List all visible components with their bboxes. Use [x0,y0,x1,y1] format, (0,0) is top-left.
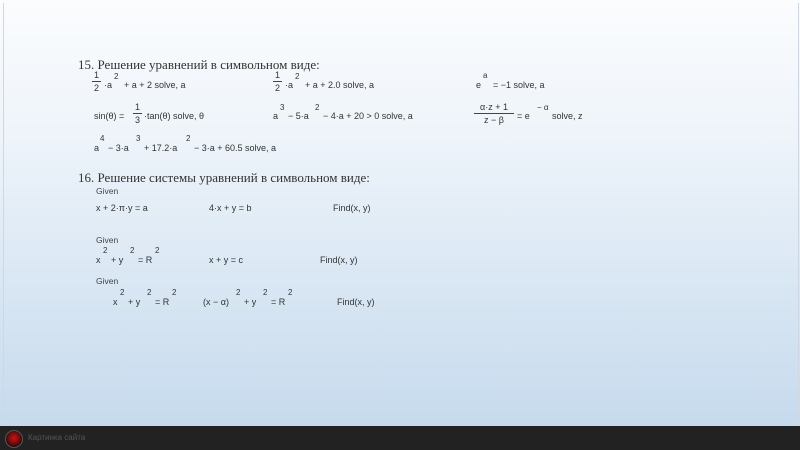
footer-bar [0,426,800,450]
b2-x: x [96,255,101,265]
eq5-a: a [273,111,279,121]
b2-eq-r: = R [138,255,153,265]
eq7-exp2: 3 [136,134,141,143]
eq6-mid: = e [517,111,530,121]
b3-exp-2c: 2 [288,288,293,297]
b3-plus-y: + y [128,297,141,307]
eq7-tail: − 3·a + 60.5 solve, a [194,143,277,153]
b3-eq-r-2: = R [271,297,286,307]
given-label-2: Given [96,235,119,245]
b2-plus-y: + y [111,255,124,265]
b2-exp-x: 2 [103,246,108,255]
b3-eq-r: = R [155,297,170,307]
eq5-mid: − 5·a [288,111,309,121]
eq5-exp2: 2 [315,103,320,112]
eq7-exp3: 2 [186,134,191,143]
b3-plus-y-2: + y [244,297,257,307]
eq1-tail: + a + 2 solve, a [124,80,186,90]
eq6-tail: solve, z [552,111,583,121]
eq1-exponent: 2 [114,72,119,81]
eq2-fraction: 1 2 [274,70,280,93]
eq5-exp1: 3 [280,103,285,112]
site-logo-icon [5,430,23,448]
b1-find: Find(x, y) [333,203,371,213]
eq4-lhs: sin(θ) = [94,111,125,121]
b1-equation-1: x + 2·π·y = a [96,203,148,213]
eq2-exponent: 2 [295,72,300,81]
b3-exp-2a: 2 [236,288,241,297]
b2-equation-2: x + y = c [209,255,244,265]
eq2-body: ·a [285,80,294,90]
eq4-tail: ·tan(θ) solve, θ [144,111,205,121]
eq7-part2: + 17.2·a [144,143,178,153]
eq3-base: e [476,80,482,90]
b3-find: Find(x, y) [337,297,375,307]
eq3-tail: = −1 solve, a [493,80,545,90]
section-16-title: 16. Решение системы уравнений в символьном виде: [78,170,370,185]
eq7-exp1: 4 [100,134,105,143]
b3-exp-y: 2 [147,288,152,297]
b2-exp-y: 2 [130,246,135,255]
footer-text: Картинка сайта [28,433,86,442]
eq6-fraction: α·z + 1 z − β [474,102,514,125]
b2-exp-r: 2 [155,246,160,255]
b3-x: x [113,297,118,307]
b3-lhs-2: (x − α) [203,297,229,307]
eq5-tail: − 4·a + 20 > 0 solve, a [323,111,413,121]
b3-exp-2b: 2 [263,288,268,297]
section-15-title: 15. Решение уравнений в символьном виде: [78,57,320,72]
eq7-a: a [94,143,100,153]
eq3-exponent: a [483,71,488,80]
eq7-part1: − 3·a [108,143,129,153]
b3-exp-r: 2 [172,288,177,297]
eq4-fraction: 1 3 [134,102,140,125]
eq2-tail: + a + 2.0 solve, a [305,80,375,90]
eq6-exponent: − α [537,103,549,112]
b3-exp-x: 2 [120,288,125,297]
eq1-body: ·a [104,80,113,90]
b1-equation-2: 4·x + y = b [209,203,252,213]
eq1-fraction: 1 2 [93,70,99,93]
b2-find: Find(x, y) [320,255,358,265]
given-label-1: Given [96,186,119,196]
given-label-3: Given [96,276,119,286]
